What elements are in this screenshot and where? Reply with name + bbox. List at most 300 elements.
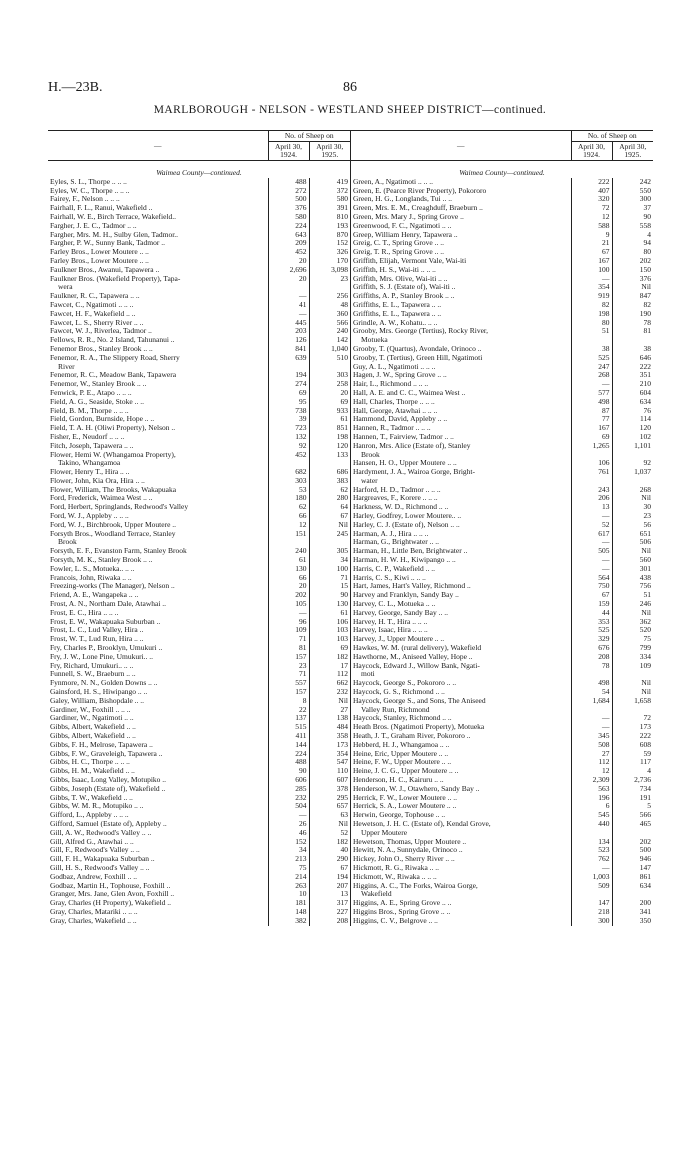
owner-name: Flower, Hemi W. (Whangamoa Property), (50, 450, 176, 459)
sheep-1925: 202 (612, 838, 653, 847)
sheep-1924: 10 (268, 890, 309, 899)
owner-row (351, 424, 653, 433)
owner-name: Gibbs, W. M. R., Motupiko .. .. (50, 802, 144, 811)
owner-name: Hewetson, J. H. C. (Estate of), Kendal Grove, (353, 819, 491, 828)
sheep-1925: 222 (612, 732, 653, 741)
owner-row (351, 670, 653, 679)
sheep-1924: 69 (268, 389, 309, 398)
owner-name: moti (361, 670, 375, 679)
sheep-1925: 59 (612, 750, 653, 759)
sheep-1924: 545 (571, 811, 612, 820)
sheep-1924: 213 (268, 855, 309, 864)
owner-name: Fisher, E., Neudorf .. .. .. (50, 432, 125, 441)
sheep-1925: 110 (309, 767, 350, 776)
owner-row (351, 442, 653, 451)
sheep-1925: 222 (612, 363, 653, 372)
sheep-1925: 372 (309, 187, 350, 196)
sheep-1924: 498 (571, 679, 612, 688)
sheep-1925: 13 (309, 890, 350, 899)
sheep-1924: 80 (571, 319, 612, 328)
owner-name: Gibbs, T. W., Wakefield .. .. (50, 793, 133, 802)
owner-row (351, 248, 653, 257)
sheep-1925: 317 (309, 899, 350, 908)
owner-name: Field, T. A. H. (Oliwi Property), Nelson .. (50, 424, 176, 433)
sheep-1924: 353 (571, 618, 612, 627)
sheep-1925: 51 (612, 591, 653, 600)
owner-row (48, 838, 350, 847)
sheep-1924: 300 (571, 917, 612, 926)
owner-name: Haycock, Stanley, Richmond .. .. (353, 714, 452, 723)
owner-row (351, 829, 653, 838)
owner-name: Green, E. (Pearce River Property), Pokororo (353, 186, 487, 195)
owner-row (48, 538, 350, 547)
owner-row (351, 327, 653, 336)
owner-row (48, 741, 350, 750)
owner-row (351, 363, 653, 372)
owner-name: Fawcet, W. J., Riverlea, Tadmor .. (50, 327, 152, 336)
owner-name: Harman, H. W. H., Kiwipango .. .. (353, 556, 456, 565)
sheep-1925: 207 (309, 882, 350, 891)
owner-name: Harford, H. D., Tadmor .. .. .. (353, 485, 441, 494)
owner-name: Fenemor Bros., Stanley Brook .. .. (50, 344, 153, 353)
sheep-1924: 523 (571, 846, 612, 855)
sheep-1924: 130 (268, 565, 309, 574)
sheep-1925: 112 (309, 670, 350, 679)
owner-row (48, 239, 350, 248)
owner-row (48, 899, 350, 908)
owner-row (48, 222, 350, 231)
owner-row (351, 310, 653, 319)
owner-row (48, 486, 350, 495)
owner-name: Fellows, R. R., No. 2 Island, Tahunanui .. (50, 336, 175, 345)
sheep-1924: 606 (268, 776, 309, 785)
sheep-1925: 3,098 (309, 266, 350, 275)
owner-name: Griffiths, E. L., Tapawera .. .. (353, 300, 442, 309)
sheep-1924: 157 (268, 653, 309, 662)
sheep-1924: 202 (268, 591, 309, 600)
owner-name: Haycock, George S., and Sons, The Aniseed (353, 696, 486, 705)
sheep-1924 (571, 477, 612, 486)
owner-name: Fenemor, R. C., Meadow Bank, Tapawera (50, 371, 177, 380)
owner-row (351, 908, 653, 917)
owner-name: Gifford, Samuel (Estate of), Appleby .. (50, 819, 167, 828)
owner-row (48, 653, 350, 662)
owner-name: Green, H. G., Longlands, Tui .. .. (353, 195, 452, 204)
sheep-1925: 150 (612, 266, 653, 275)
owner-name: Godbaz, Andrew, Foxhill .. .. (50, 872, 138, 881)
owner-name: Field, A. G., Seaside, Stoke .. .. (50, 397, 144, 406)
owner-row (351, 468, 653, 477)
sheep-1925: 646 (612, 354, 653, 363)
sheep-1924: 577 (571, 389, 612, 398)
owner-name: Heine, Eric, Upper Moutere .. .. (353, 749, 449, 758)
sheep-1924: — (571, 714, 612, 723)
sheep-1924: 222 (571, 178, 612, 187)
sheep-1925: 48 (309, 301, 350, 310)
sheep-1924: 167 (571, 424, 612, 433)
owner-name: Griffith, Elijah, Vermont Vale, Wai-iti (353, 256, 467, 265)
sheep-1925: 810 (309, 213, 350, 222)
owner-row (351, 433, 653, 442)
owner-name: Ford, W. J., Appleby .. .. .. (50, 512, 129, 521)
sheep-1925: 120 (612, 424, 653, 433)
owner-row (48, 389, 350, 398)
owner-name: Fry, Richard, Umukuri.. .. .. (50, 661, 134, 670)
owner-name: Gibbs, Albert, Wakefield .. .. (50, 732, 136, 740)
owner-row (351, 688, 653, 697)
owner-name: Granger, Mrs. Jane, Glen Avon, Foxhill .. (50, 890, 175, 899)
owner-name: Heath, J. T., Graham River, Pokororo .. (353, 732, 471, 740)
owner-row (48, 723, 350, 732)
name-column-header: — (351, 131, 571, 161)
owner-name: Hansen, H. O., Upper Moutere .. .. (353, 459, 457, 468)
owner-row (351, 591, 653, 600)
owner-row (48, 327, 350, 336)
sheep-1925: 734 (612, 785, 653, 794)
owner-row (48, 468, 350, 477)
owner-row (351, 802, 653, 811)
sheep-1924: 75 (268, 864, 309, 873)
sheep-1925: 52 (309, 829, 350, 838)
sheep-1924: 203 (268, 327, 309, 336)
sheep-1925: 173 (612, 723, 653, 732)
owner-row (351, 477, 653, 486)
owner-name: Gibbs, H. C., Thorpe .. .. .. (50, 758, 130, 767)
owner-name: Hawkes, W. M. (rural delivery), Wakefield (353, 644, 482, 653)
sheep-1925: 190 (612, 310, 653, 319)
sheep-1925: 240 (309, 327, 350, 336)
sheep-1925: 15 (309, 582, 350, 591)
sheep-1924: 87 (571, 407, 612, 416)
sheep-1924: 34 (268, 846, 309, 855)
owner-row (48, 371, 350, 380)
owner-name: Haycock, G. S., Richmond .. .. (353, 688, 445, 697)
sheep-1925: 5 (612, 802, 653, 811)
sheep-1925: 242 (612, 178, 653, 187)
sheep-1925: 350 (612, 917, 653, 926)
owner-row (351, 741, 653, 750)
owner-row (48, 415, 350, 424)
owner-row (351, 838, 653, 847)
owner-name: wera (58, 283, 73, 292)
sheep-1925: 69 (309, 398, 350, 407)
sheep-1925: 62 (309, 486, 350, 495)
sheep-1924: 206 (571, 494, 612, 503)
sheep-1924: 738 (268, 407, 309, 416)
sheep-1925: 870 (309, 231, 350, 240)
sheep-1924: 167 (571, 257, 612, 266)
owner-name: Frost, E. W., Wakapuaka Suburban .. (50, 617, 161, 626)
sheep-1925: 23 (612, 512, 653, 521)
owner-row (351, 565, 653, 574)
owner-row (48, 283, 350, 292)
owner-row (351, 758, 653, 767)
sheep-1925: 1,658 (612, 697, 653, 706)
owner-name: Fenemor, R. A., The Slippery Road, Sherry (50, 353, 180, 362)
owner-row (48, 547, 350, 556)
sheep-1924: 488 (268, 758, 309, 767)
sheep-1925: 106 (309, 618, 350, 627)
owner-name: Francois, John, Riwaka .. .. (50, 573, 132, 582)
sheep-1924: 38 (571, 345, 612, 354)
owner-name: Harvey, H. T., Hira .. .. .. (353, 617, 428, 626)
owner-name: Flower, William, The Brooks, Wakapuaka (50, 485, 177, 494)
owner-row (48, 301, 350, 310)
owner-row (351, 882, 653, 891)
owner-name: Harman, H., Little Ben, Brightwater .. (353, 547, 468, 556)
owner-row (48, 706, 350, 715)
sheep-1925: Nil (612, 679, 653, 688)
owner-name: Harley, C. J. (Estate of), Nelson .. .. (353, 520, 460, 529)
sheep-1924: 376 (268, 204, 309, 213)
sheep-1924: 137 (268, 714, 309, 723)
sheep-1924 (571, 670, 612, 679)
sheep-1925: 258 (309, 380, 350, 389)
sheep-1924: 92 (268, 442, 309, 451)
owner-name: Hall, A. E. and C. C., Waimea West .. (353, 388, 466, 397)
owner-name: Harvey, C. L., Motueka .. .. (353, 600, 436, 609)
sheep-1925: 438 (612, 574, 653, 583)
sheep-1924: 61 (268, 556, 309, 565)
sheep-1924: 109 (268, 626, 309, 635)
owner-name: Motueka (361, 336, 388, 345)
sheep-1924: 152 (268, 838, 309, 847)
owner-name: Hardyment, J. A., Wairoa Gorge, Bright- (353, 468, 476, 477)
sheep-1925: 114 (612, 415, 653, 424)
sheep-1924: 218 (571, 908, 612, 917)
sheep-1925: 30 (612, 503, 653, 512)
sheep-1924: 1,003 (571, 873, 612, 882)
sheep-1925 (309, 538, 350, 547)
sheep-1924: 639 (268, 354, 309, 363)
owner-row (351, 899, 653, 908)
owner-name: Grooby, T. (Tertius), Green Hill, Ngatimoti (353, 353, 483, 362)
sheep-1924: — (571, 556, 612, 565)
owner-row (48, 398, 350, 407)
sheep-1924: — (571, 538, 612, 547)
owner-row (351, 275, 653, 284)
sheep-1925: 933 (309, 407, 350, 416)
sheep-1925: 290 (309, 855, 350, 864)
sheep-1924: 12 (571, 213, 612, 222)
sheep-1924 (571, 829, 612, 838)
sheep-1925: 662 (309, 679, 350, 688)
owner-row (48, 266, 350, 275)
owner-name: Higgins, A. E., Spring Grove .. .. (353, 899, 452, 908)
owner-row (351, 662, 653, 671)
owner-row (351, 547, 653, 556)
owner-name: Harley, Godfrey, Lower Moutere.. .. (353, 512, 462, 521)
owner-name: Harris, C. S., Kiwi .. .. .. (353, 573, 426, 582)
owner-row (48, 846, 350, 855)
sheep-1925: 173 (309, 741, 350, 750)
sheep-1925: 634 (612, 882, 653, 891)
owner-row (351, 538, 653, 547)
col-1925-header: April 30, 1925. (612, 142, 653, 161)
owner-name: Henderson, H. C., Kairuru .. .. (353, 775, 444, 784)
sheep-1925 (612, 336, 653, 345)
owner-row (351, 855, 653, 864)
sheep-1924: 20 (268, 582, 309, 591)
sheep-1924: 105 (268, 600, 309, 609)
owner-name: Galey, William, Bishopdale .. .. (50, 696, 145, 705)
owner-row (48, 758, 350, 767)
sheep-1924: 151 (268, 530, 309, 539)
owner-row (351, 820, 653, 829)
owner-name: Fargher, P. W., Sunny Bank, Tadmor .. (50, 239, 165, 248)
owner-row (48, 319, 350, 328)
sheep-1924: — (571, 380, 612, 389)
col-1924-header: April 30, 1924. (268, 142, 309, 161)
sheep-1925: 391 (309, 204, 350, 213)
owner-row (48, 187, 350, 196)
sheep-1924: 53 (268, 486, 309, 495)
owner-row (351, 776, 653, 785)
sheep-1925: 27 (309, 706, 350, 715)
owner-name: Fitch, Joseph, Tapawera .. .. (50, 441, 134, 450)
sheep-1925: 657 (309, 802, 350, 811)
sheep-1925: 246 (612, 600, 653, 609)
sheep-1924: 329 (571, 635, 612, 644)
sheep-1925: 103 (309, 635, 350, 644)
sheep-1924: 9 (571, 231, 612, 240)
owner-name: Herrick, S. A., Lower Moutere .. .. (353, 802, 457, 811)
sheep-1924: 320 (571, 195, 612, 204)
sheep-1925: 851 (309, 424, 350, 433)
owner-name: Gibbs, F. W., Graveleigh, Tapawera .. (50, 749, 163, 758)
sheep-1924: — (571, 864, 612, 873)
sheep-1924: 69 (571, 433, 612, 442)
owner-name: Henderson, W. J., Otawhero, Sandy Bay .. (353, 784, 480, 793)
sheep-1925: 67 (309, 512, 350, 521)
owner-row (351, 732, 653, 741)
owner-row (48, 257, 350, 266)
page-title: MARLBOROUGH - NELSON - WESTLAND SHEEP DISTRICT—continued. (153, 104, 547, 116)
sheep-1924: — (571, 723, 612, 732)
sheep-1924: 41 (268, 301, 309, 310)
owner-row (351, 767, 653, 776)
sheep-1924: 13 (571, 503, 612, 512)
sheep-1924: 452 (268, 248, 309, 257)
sheep-1924: 51 (571, 327, 612, 336)
owner-name: Flower, John, Kia Ora, Hira .. .. (50, 476, 145, 485)
sheep-1925: 78 (612, 319, 653, 328)
sheep-1925: 170 (309, 257, 350, 266)
sheep-1924: 224 (268, 750, 309, 759)
sheep-1925: 1,101 (612, 442, 653, 451)
sheep-1924: 95 (268, 398, 309, 407)
owner-name: Grooby, T. (Quartus), Avondale, Orinoco .. (353, 344, 482, 353)
owner-row (48, 644, 350, 653)
sheep-1925: 4 (612, 231, 653, 240)
owner-name: Greep, William Henry, Tapawera .. (353, 230, 458, 239)
owner-row (48, 732, 350, 741)
owner-name: Griffiths, E. L., Tapawera .. .. (353, 309, 442, 318)
owner-row (48, 512, 350, 521)
sheep-1925: Nil (309, 820, 350, 829)
owner-row (351, 231, 653, 240)
sheep-1924: 132 (268, 433, 309, 442)
owner-name: Brook (361, 450, 380, 459)
section-heading: Waimea County—continued. (459, 168, 545, 177)
sheep-1925: 92 (612, 459, 653, 468)
owner-row (351, 354, 653, 363)
sheep-1924: 232 (268, 794, 309, 803)
owner-name: Hickmott, R. G., Riwaka .. .. (353, 863, 440, 872)
sheep-1924: 112 (571, 758, 612, 767)
owner-row (351, 398, 653, 407)
sheep-1924: 525 (571, 626, 612, 635)
owner-row (48, 459, 350, 468)
sheep-1925: 861 (612, 873, 653, 882)
sheep-1924: 71 (268, 670, 309, 679)
sheep-1924: 2,696 (268, 266, 309, 275)
owner-name: Hewitt, N. A., Sunnydale, Orinoco .. (353, 846, 463, 855)
owner-name: Grindle, A. W., Kohatu.. .. .. (353, 318, 438, 327)
owner-name: Greig, C. T., Spring Grove .. .. (353, 239, 444, 248)
sheep-1925: 182 (309, 838, 350, 847)
owner-name: Ford, Herbert, Springlands, Redwood's Valley (50, 503, 189, 512)
sheep-1925: 245 (309, 530, 350, 539)
sheep-1924: 144 (268, 741, 309, 750)
owner-name: Griffith, Mrs. Olive, Wai-iti .. .. (353, 274, 448, 283)
owner-row (48, 714, 350, 723)
sheep-1925: 547 (309, 758, 350, 767)
owner-name: Wakefield (361, 890, 392, 899)
owner-name: Harvey and Franklyn, Sandy Bay .. (353, 591, 459, 600)
owner-row (48, 556, 350, 565)
sheep-1924: 508 (571, 741, 612, 750)
owner-row (48, 204, 350, 213)
sheep-1925: 362 (612, 618, 653, 627)
sheep-1924: 617 (571, 530, 612, 539)
owner-row (48, 477, 350, 486)
owner-name: Freezing-works (The Manager), Nelson .. (50, 582, 175, 591)
sheep-1925 (612, 670, 653, 679)
owner-name: Harvey, George, Sandy Bay .. .. (353, 608, 448, 617)
sheep-1925: 280 (309, 494, 350, 503)
owner-row (48, 310, 350, 319)
sheep-1925: 295 (309, 794, 350, 803)
owner-row (48, 574, 350, 583)
sheep-1924: 6 (571, 802, 612, 811)
sheep-1924: 62 (268, 503, 309, 512)
sheep-1925: 268 (612, 486, 653, 495)
owner-row (48, 811, 350, 820)
owner-name: Valley Run, Richmond (361, 705, 430, 714)
sheep-1924: 21 (571, 239, 612, 248)
owner-name: Hewetson, Thomas, Upper Moutere .. (353, 837, 467, 846)
owner-row (48, 600, 350, 609)
sheep-1925: 756 (612, 582, 653, 591)
sheep-1924: 268 (571, 371, 612, 380)
sheep-1925: 81 (612, 327, 653, 336)
owner-row (351, 512, 653, 521)
sheep-1924 (571, 451, 612, 460)
owner-row (48, 890, 350, 899)
sheep-1925: 109 (612, 662, 653, 671)
sheep-1924: — (268, 609, 309, 618)
sheep-1925: 56 (612, 521, 653, 530)
sheep-1924: 66 (268, 574, 309, 583)
owner-name: Gardiner, W., Ngatimoti .. .. (50, 714, 134, 723)
owner-row (351, 319, 653, 328)
owner-name: Hart, James, Hart's Valley, Richmond .. (353, 582, 471, 591)
sheep-1924: — (571, 565, 612, 574)
sheep-1924: 12 (571, 767, 612, 776)
sheep-1925: 378 (309, 785, 350, 794)
sheep-1925: 80 (612, 248, 653, 257)
